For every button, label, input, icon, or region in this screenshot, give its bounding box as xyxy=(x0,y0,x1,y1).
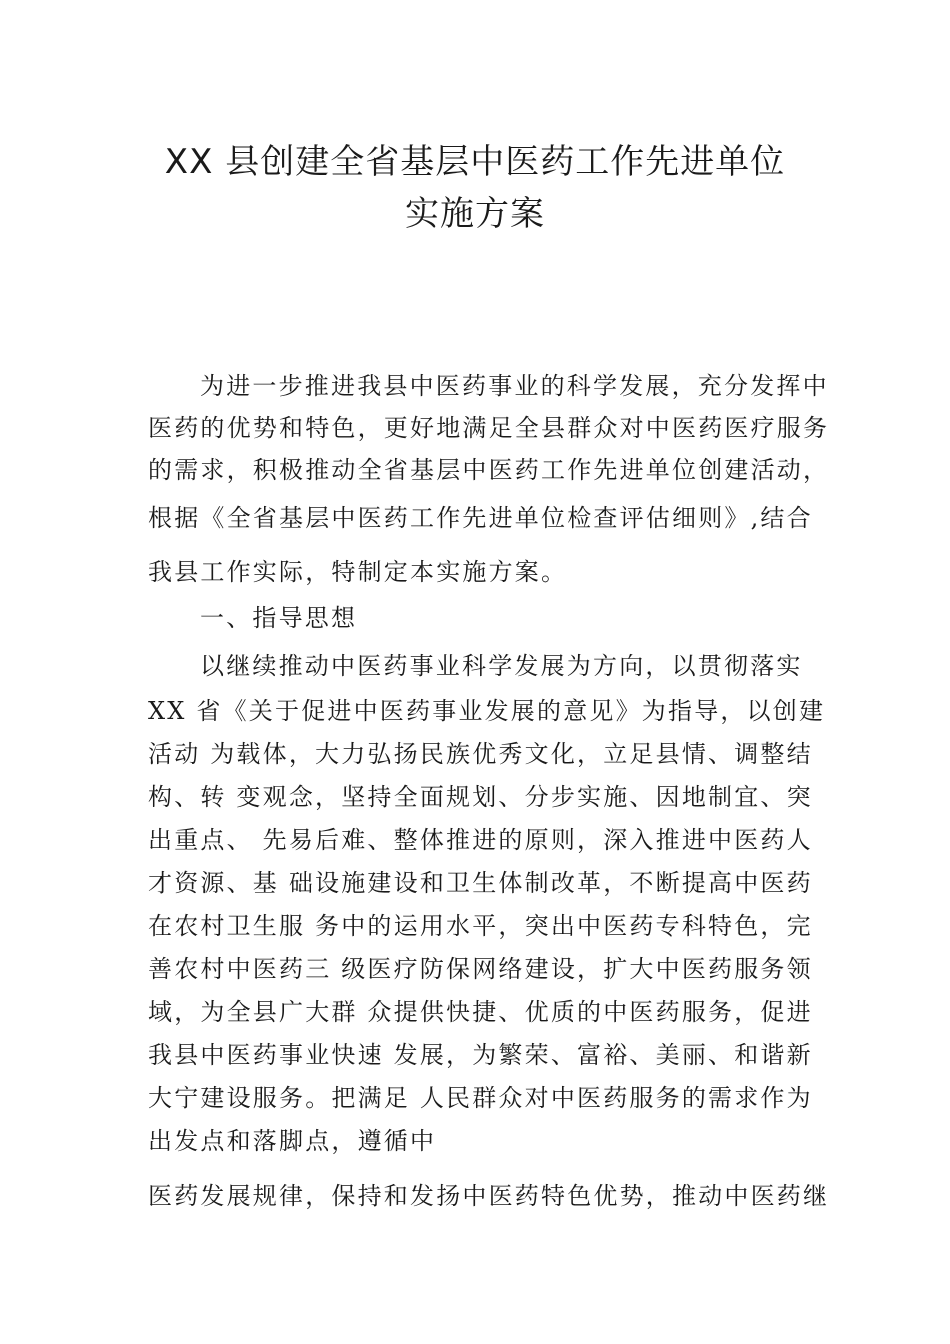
paragraph-line: XX 省《关于促进中医药事业发展的意见》为指导，以创建 xyxy=(148,697,826,725)
paragraph-line: 出重点、 先易后难、整体推进的原则，深入推进中医药人 xyxy=(148,826,813,854)
paragraph-line: 域，为全县广大群 众提供快捷、优质的中医药服务，促进 xyxy=(148,998,813,1026)
paragraph-line: 根据《全省基层中医药工作先进单位检查评估细则》,结合 xyxy=(148,504,813,532)
paragraph-line: 我县中医药事业快速 发展，为繁荣、富裕、美丽、和谐新 xyxy=(148,1041,813,1069)
paragraph-line: 医药的优势和特色，更好地满足全县群众对中医药医疗服务 xyxy=(148,414,830,442)
paragraph-line: 以继续推动中医药事业科学发展为方向，以贯彻落实 xyxy=(200,652,803,680)
paragraph-line: 在农村卫生服 务中的运用水平，突出中医药专科特色，完 xyxy=(148,912,813,940)
paragraph-line: 活动 为载体，大力弘扬民族优秀文化，立足县情、调整结 xyxy=(148,740,813,768)
paragraph-line: 大宁建设服务。把满足 人民群众对中医药服务的需求作为 xyxy=(148,1084,813,1112)
paragraph-line: 构、转 变观念，坚持全面规划、分步实施、因地制宜、突 xyxy=(148,783,813,811)
document-title-line-1: XX 县创建全省基层中医药工作先进单位 xyxy=(164,142,786,182)
paragraph-line: 出发点和落脚点，遵循中 xyxy=(148,1127,437,1155)
paragraph-line: 我县工作实际，特制定本实施方案。 xyxy=(148,558,568,586)
paragraph-line: 的需求，积极推动全省基层中医药工作先进单位创建活动， xyxy=(148,456,830,484)
paragraph-line: 医药发展规律，保持和发扬中医药特色优势，推动中医药继 xyxy=(148,1182,830,1210)
paragraph-line: 善农村中医药三 级医疗防保网络建设，扩大中医药服务领 xyxy=(148,955,813,983)
paragraph-line: 才资源、基 础设施建设和卫生体制改革，不断提高中医药 xyxy=(148,869,813,897)
section-heading: 一、指导思想 xyxy=(200,604,358,632)
document-title-line-2: 实施方案 xyxy=(405,194,545,234)
paragraph-line: 为进一步推进我县中医药事业的科学发展，充分发挥中 xyxy=(200,372,829,400)
